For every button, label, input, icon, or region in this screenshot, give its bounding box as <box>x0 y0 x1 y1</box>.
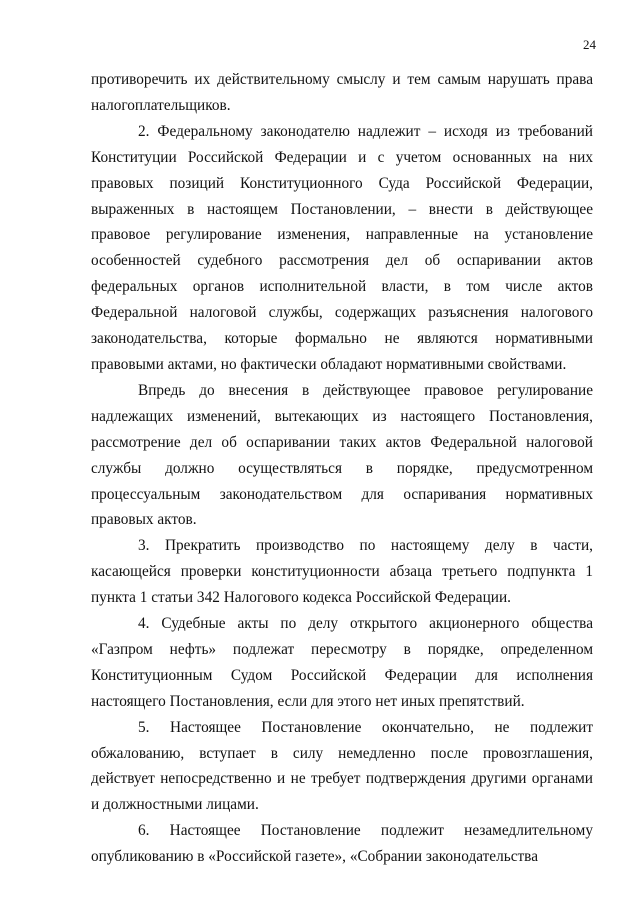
paragraph-continuation: противоречить их действительному смыслу и тем самым нарушать права налогоплательщиков. <box>91 71 593 114</box>
paragraph-item-3: 3. Прекратить производство по настоящему делу в части, касающейся проверки конституционности абзаца третьего подпункта 1 пункта 1 статьи 342 Налогового кодекса Российской Федерации. <box>91 537 593 607</box>
paragraph-item-6: 6. Настоящее Постановление подлежит незамедлительному опубликованию в «Российской газете», «Собрании законодательства <box>91 822 593 866</box>
document-body <box>91 67 593 870</box>
paragraph-item-2: 2. Федеральному законодателю надлежит – исходя из требований Конституции Российской Федерации и с учетом основанных на них правовых позиций Конституционного Суда Российской Федерации, выраженных в настоящем Постановлении, – внести в действующее правовое регулирование изменения, направленные на установление особенностей судебного рассмотрения дел об оспаривании актов федеральных органов исполнительной власти, в том числе актов Федеральной налоговой службы, содержащих разъяснения налогового законодательства, которые формально не являются нормативными правовыми актами, но фактически обладают нормативными свойствами. <box>91 122 593 373</box>
paragraph-interim-procedure: Впредь до внесения в действующее правовое регулирование надлежащих изменений, вытекающих из настоящего Постановления, рассмотрение дел об оспаривании таких актов Федеральной налоговой службы должно осуществляться в порядке, предусмотренном процессуальным законодательством для оспаривания нормативных правовых актов. <box>91 381 593 529</box>
page-number: 24 <box>583 37 596 52</box>
paragraph-item-5: 5. Настоящее Постановление окончательно, не подлежит обжалованию, вступает в силу немедленно после провозглашения, действует непосредственно и не требует подтверждения другими органами и должностными лицами. <box>91 718 593 814</box>
paragraph-item-4: 4. Судебные акты по делу открытого акционерного общества «Газпром нефть» подлежат пересмотру в порядке, определенном Конституционным Судом Российской Федерации для исполнения настоящего Постановления, если для этого нет иных препятствий. <box>91 615 593 710</box>
